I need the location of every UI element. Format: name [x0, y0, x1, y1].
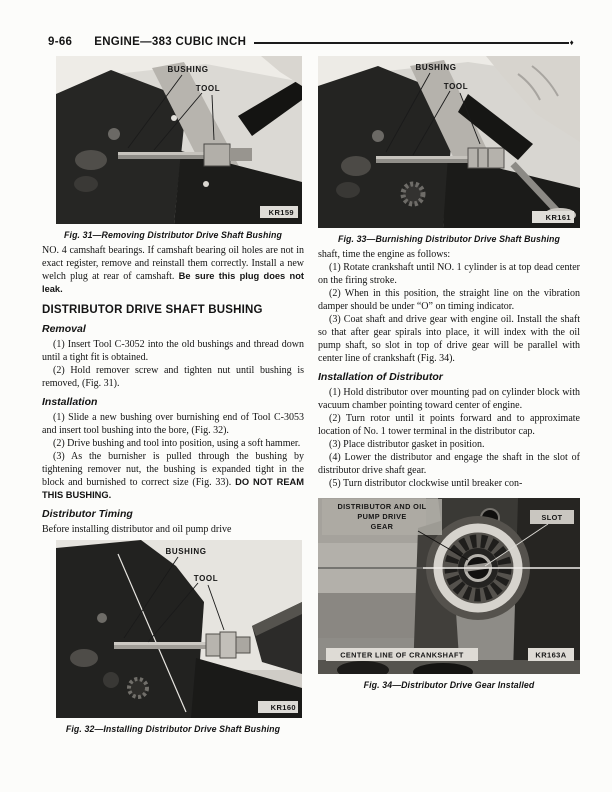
timing-step-2: (2) When in this position, the straight line on the vibration damper should be under “O” on timing indicator.: [318, 288, 580, 312]
figure-31: [42, 56, 304, 241]
timing-intro: shaft, time the engine as follows:: [318, 249, 451, 260]
fig31-photo-ref: KR159: [268, 208, 294, 217]
distributor-timing-text: Before installing distributor and oil pump drive: [42, 524, 232, 535]
page-title: ENGINE—383 CUBIC INCH: [94, 36, 247, 48]
timing-step-3: (3) Coat shaft and drive gear with engine oil. Install the shaft so that after gear spirals into place, it will index with the oil pump shaft, so slot in top of drive gear will be parallel with center line of crankshaft (Fig. 34).: [318, 314, 580, 364]
fig33-photo: [318, 56, 580, 228]
page-number: 9-66: [48, 36, 73, 48]
intro-bold: Be sure this plug does not leak.: [42, 271, 304, 294]
dist-step-1: (1) Hold distributor over mounting pad on cylinder block with vacuum chamber pointing toward center of engine.: [318, 387, 580, 411]
fig32-caption: Fig. 32—Installing Distributor Drive Shaft Bushing: [65, 724, 281, 734]
timing-step-1: (1) Rotate crankshaft until NO. 1 cylinder is at top dead center on the firing stroke.: [318, 262, 580, 286]
fig31-photo: [56, 56, 302, 224]
section-heading: DISTRIBUTOR DRIVE SHAFT BUSHING: [42, 304, 263, 316]
installation-step-3-bold: DO NOT REAM THIS BUSHING.: [42, 477, 304, 500]
fig34-gear-label-line3: GEAR: [370, 522, 394, 531]
figure-33: [318, 56, 580, 245]
fig34-gear-label-line2: PUMP DRIVE: [357, 512, 407, 521]
fig32-photo-ref: KR160: [270, 703, 296, 712]
dist-step-3: (3) Place distributor gasket in position.: [329, 439, 485, 450]
fig33-photo-ref: KR161: [545, 213, 571, 222]
diamond-icon: ♦: [569, 37, 574, 47]
fig34-centerline-label: CENTER LINE OF CRANKSHAFT: [340, 650, 464, 660]
dist-step-4: (4) Lower the distributor and engage the shaft in the slot of distributor drive shaft gear.: [318, 452, 580, 476]
fig34-photo-ref: KR163A: [535, 650, 567, 660]
fig32-photo: [56, 540, 302, 718]
fig34-photo: [318, 498, 580, 674]
installation-heading: Installation: [42, 396, 98, 408]
installation-of-distributor-heading: Installation of Distributor: [318, 371, 443, 383]
removal-step-2: (2) Hold remover screw and tighten nut until bushing is removed, (Fig. 31).: [42, 365, 304, 389]
fig34-slot-label: SLOT: [541, 513, 563, 522]
figure-34: [318, 498, 580, 691]
page-header: [48, 36, 574, 48]
fig33-caption: Fig. 33—Burnishing Distributor Drive Shaft Bushing: [337, 234, 560, 244]
header-rule: [254, 42, 568, 44]
installation-step-2: (2) Drive bushing and tool into position, using a soft hammer.: [53, 438, 301, 449]
installation-step-1: (1) Slide a new bushing over burnishing end of Tool C-3053 and insert tool bushing into the bore, (Fig. 32).: [42, 412, 304, 436]
intro-paragraph: NO. 4 camshaft bearings. If camshaft bearing oil holes are not in exact register, remove and reinstall them correctly. Install a new welch plug at rear of camshaft. Be sure this plug does not leak.: [42, 245, 304, 294]
fig32-tool-label: TOOL: [193, 574, 219, 583]
fig34-gear-label-line1: DISTRIBUTOR AND OIL: [337, 502, 427, 511]
dist-step-2: (2) Turn rotor until it points forward and to approximate location of No. 1 tower terminal in the distributor cap.: [318, 413, 580, 437]
left-column: [42, 56, 304, 738]
figure-32: [42, 540, 304, 735]
removal-heading: Removal: [42, 323, 86, 335]
fig31-caption: Fig. 31—Removing Distributor Drive Shaft Bushing: [64, 230, 282, 240]
dist-step-5: (5) Turn distributor clockwise until breaker con-: [329, 478, 523, 489]
fig32-bushing-label: BUSHING: [165, 547, 207, 556]
fig31-bushing-label: BUSHING: [167, 65, 209, 74]
distributor-timing-heading: Distributor Timing: [42, 508, 133, 520]
removal-step-1: (1) Insert Tool C-3052 into the old bushings and thread down until a tight fit is obtained.: [42, 339, 304, 363]
right-column: [318, 56, 580, 694]
fig34-caption: Fig. 34—Distributor Drive Gear Installed: [363, 680, 535, 690]
installation-step-3: (3) As the burnisher is pulled through the bushing by tightening remover nut, the bushing is expanded tight in the block and burnished to correct size (Fig. 33). DO NOT REAM THIS BUSHING.: [42, 451, 304, 500]
fig31-tool-label: TOOL: [195, 84, 221, 93]
fig33-bushing-label: BUSHING: [415, 63, 457, 72]
fig33-tool-label: TOOL: [443, 82, 469, 91]
